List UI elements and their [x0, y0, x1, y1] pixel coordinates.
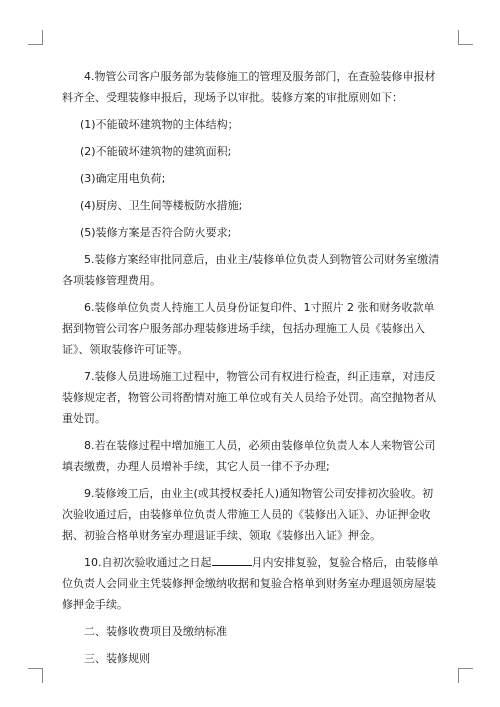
crop-mark-bottom-right: [458, 668, 473, 683]
section-heading-3: 三、装修规则: [84, 652, 150, 665]
paragraph-10-start: 10.自初次验收通过之日起: [84, 556, 212, 569]
list-item: (5)装修方案是否符合防火要求;: [80, 226, 232, 239]
fill-in-blank: [212, 553, 252, 566]
crop-mark-bottom-left: [28, 668, 43, 683]
paragraph-4: 4.物管公司客户服务部为装修施工的管理及服务部门，在查验装修申报材料齐全、受理装修申报后，现场予以审批。装修方案的审批原则如下：: [62, 70, 436, 104]
paragraph-6: 6.装修单位负责人持施工人员身份证复印件、1寸照片 2 张和财务收款单据到物管公司客户服务部办理装修进场手续，包括办理施工人员《装修出入证》、领取装修许可证等。: [62, 301, 435, 356]
paragraph-8: 8.若在装修过程中增加施工人员，必须由装修单位负责人本人来物管公司填表缴费，办理人员增补手续，其它人员一律不予办理;: [62, 439, 436, 473]
document-body: [62, 66, 440, 675]
list-item: (3)确定用电负荷;: [80, 172, 166, 185]
crop-mark-top-right: [458, 30, 473, 45]
paragraph-9: 9.装修竣工后，由业主(或其授权委托人)通知物管公司安排初次验收。初次验收通过后，由装修单位负责人带施工人员的《装修出入证》、办证押金收据、初验合格单财务室办理退证手续、领取《装修出入证》押金。: [62, 487, 434, 542]
paragraph-10-end: 月内安排复验，复验合格后，由装修单位负责人会同业主凭装修押金缴纳收据和复验合格单到财务室办理退领房屋装修押金手续。: [62, 556, 439, 611]
section-heading-2: 二、装修收费项目及缴纳标准: [84, 625, 227, 638]
crop-mark-top-left: [28, 30, 43, 45]
list-item: (1)不能破坏建筑物的主体结构；: [80, 118, 239, 131]
paragraph-7: 7.装修人员进场施工过程中，物管公司有权进行检查，纠正违章，对违反装修规定者，物管公司将酌情对施工单位或有关人员给予处罚。高空抛物者从重处罚。: [62, 370, 436, 425]
list-item: (2)不能破坏建筑物的建筑面积;: [80, 145, 232, 158]
paragraph-10: [62, 552, 440, 615]
paragraph-5: 5.装修方案经审批同意后，由业主/装修单位负责人到物管公司财务室缴清各项装修管理费用。: [62, 253, 440, 287]
list-item: (4)厨房、卫生间等楼板防水措施;: [80, 199, 243, 212]
